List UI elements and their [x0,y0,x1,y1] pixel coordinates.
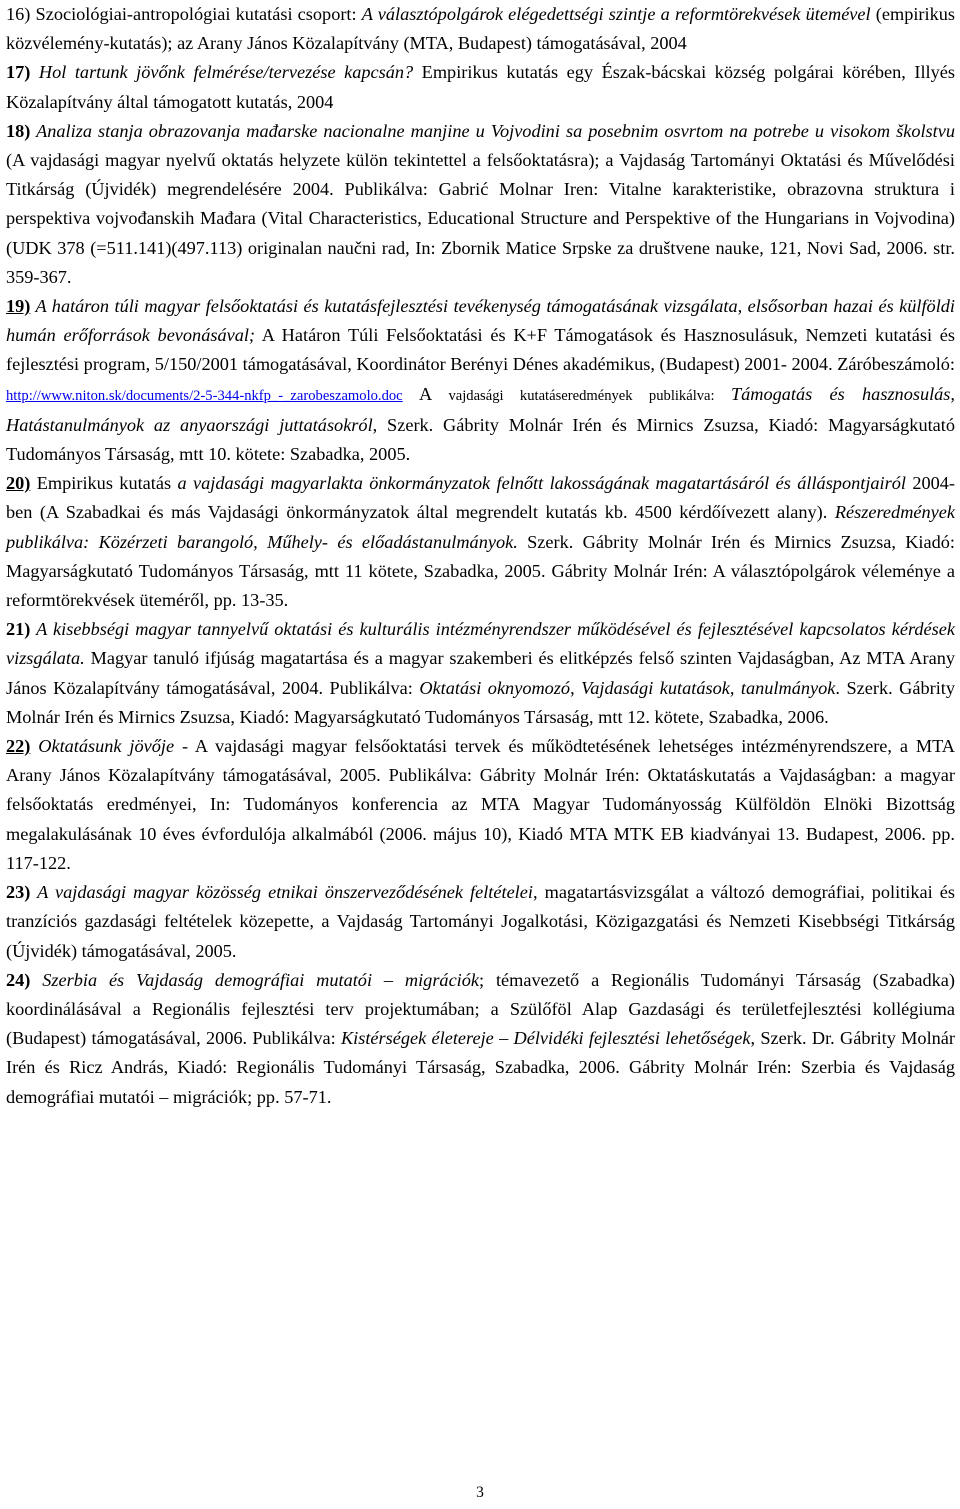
page-number: 3 [476,1484,484,1501]
entry-text: A [402,383,449,404]
entry-title-italic: A kisebbségi magyar tannyelvű oktatási és kulturális intézményrendszer működésével és fejlesztésével kapcsolatos kérdések vizsgálata. [6,619,955,669]
reference-entry [6,966,955,1112]
entry-title-italic: Vajdasági kutatások, tanulmányok [581,677,836,698]
entry-number: 24) [6,969,31,990]
entry-title-italic: A választópolgárok elégedettségi szintje a reformtörekvések ütemével [361,4,871,24]
entry-text: (A vajdasági magyar nyelvű oktatás helyzete külön tekintettel a felsőoktatásra); a Vajdaság Tartományi Oktatási és Művelődési Titkárság (Újvidék) megrendelésére 2004. Publikálva: Gabrić Molnar Iren: Vitalne karakteristike, obrazovna struktura i perspektiva vojvođanskih Mađara (Vital Characteristics, Educational Structure and Perspektive of the Hungarians in Vojvodina) (UDK 378 (=511.141)(497.113) originalan naučni rad, In: Zbornik Matice Srpske za društvene nauke, 121, Novi Sad, 2006. str. 359-367. [6,150,955,287]
reference-entry [6,117,955,292]
entry-text: , [570,677,582,698]
entry-text: Empirikus kutatás [30,473,178,494]
reference-entry [6,0,955,58]
reference-list [6,0,955,1112]
report-link[interactable]: http://www.niton.sk/documents/2-5-344-nkfp_-_zarobeszamolo.doc [6,387,403,404]
entry-text: 2004-ben (A Szabadkai és más Vajdasági önkormányzatok által megrendelt kutatás kb. 4500 kérdőívezett alany). [6,473,955,523]
entry-number: 18) [6,120,31,141]
entry-title-italic: Kistérségek életereje – Délvidéki fejlesztési lehetőségek [340,1028,751,1049]
entry-number: 16) [6,4,31,24]
entry-text: , Szerk. Dr. Gábrity Molnár Irén és Ricz András, Kiadó: Regionális Tudományi Társaság, Szabadka, 2006. Gábrity Molnár Irén: Szerbia és Vajdaság demográfiai mutatói – migrációk; pp. 57-71. [6,1028,955,1107]
entry-text: - A vajdasági magyar felsőoktatási tervek és működtetésének lehetséges intézményrendszere, a MTA Arany János Közalapítvány támogatásával, 2005. Publikálva: Gábrity Molnár Irén: Oktatáskutatás a Vajdaságban: a magyar felsőoktatás eredményei, In: Tudományos konferencia az MTA Magyar Tudományosság Külföldön Elnöki Bizottság megalakulásának 10 éves évfordulója alkalmából (2006. május 10), Kiadó MTA MTK EB kiadványai 13. Budapest, 2006. pp. 117-122. [6,736,956,873]
entry-number: 20) [6,473,31,494]
entry-title-italic: Szerbia és Vajdaság demográfiai mutatói – migrációk [30,969,480,990]
entry-title-italic: Támogatás és hasznosulás, Hatástanulmányok az anyaországi juttatásokról [6,383,955,435]
entry-text: . Szerk. Gábrity Molnár Irén és Mirnics Zsuzsa, Kiadó: Magyarságkutató Tudományos Társaság, mtt 12. kötete, Szabadka, 2006. [6,677,956,727]
entry-title-italic: Részeredmények publikálva: Közérzeti barangoló, Műhely- és előadástanulmányok. [6,502,955,552]
entry-text: (empirikus közvélemény-kutatás); az Arany János Közalapítvány (MTA, Budapest) támogatásával, 2004 [6,4,955,54]
entry-text: , Szerk. Gábrity Molnár Irén és Mirnics Zsuzsa, Kiadó: Magyarságkutató Tudományos Társaság, mtt 10. kötete: Szabadka, 2005. [6,414,955,465]
entry-number: 17) [6,62,31,83]
reference-entry [6,58,955,116]
reference-entry [6,615,955,732]
reference-entry [6,469,955,615]
reference-entry [6,878,955,966]
entry-title-italic: Oktatásunk jövője [30,736,175,757]
reference-entry [6,732,955,878]
entry-title-italic: A határon túli magyar felsőoktatási és kutatásfejlesztési tevékenység támogatásának vizsgálata, elsősorban hazai és külföldi humán erőforrások bevonásával; [6,296,955,346]
entry-title-italic: A vajdasági magyar közösség etnikai önszerveződésének feltételei [30,882,533,903]
entry-title-italic: Hol tartunk jövőnk felmérése/tervezése kapcsán? [30,62,414,83]
entry-title-italic: Oktatási oknyomozó [419,677,571,698]
entry-text: ; témavezető a Regionális Tudományi Társaság (Szabadka) koordinálásával a Regionális fejlesztési terv projektumában; a Szülőföl Alap Gazdasági és területfejlesztési kollégiuma (Budapest) támogatásával, 2006. Publikálva: [6,969,955,1049]
entry-number: 23) [6,882,31,903]
entry-text: A Határon Túli Felsőoktatási és K+F Támogatások és Hasznosulásuk, Nemzeti kutatási és fejlesztési program, 5/150/2001 támogatásával, Koordinátor Berényi Dénes akadémikus, (Budapest) 2001- 2004. Záróbeszámoló: [6,325,956,375]
entry-number: 21) [6,619,31,640]
entry-title-italic: a vajdasági magyarlakta önkormányzatok felnőtt lakosságának magatartásáról és álláspontjairól [177,473,906,494]
entry-title-italic: Analiza stanja obrazovanja mađarske nacionalne manjine u Vojvodini sa posebnim osvrtom na potrebe u visokom školstvu [30,120,955,141]
reference-entry [6,292,955,469]
entry-text: Szerk. Gábrity Molnár Irén és Mirnics Zsuzsa, Kiadó: Magyarságkutató Tudományos Társaság, mtt 11 kötete, Szabadka, 2005. Gábrity Molnár Irén: A választópolgárok véleménye a reformtörekvések üteméről, pp. 13-35. [6,531,955,611]
document-page [6,0,955,1112]
entry-number: 19) [6,296,31,317]
entry-text: Empirikus kutatás egy Észak-bácskai község polgárai körében, Illyés Közalapítvány által támogatott kutatás, 2004 [6,62,955,112]
entry-text: vajdasági kutatáseredmények publikálva: [448,387,731,404]
entry-number: 22) [6,736,31,757]
entry-text: Szociológiai-antropológiai kutatási csoport: [30,4,362,24]
entry-text: , magatartásvizsgálat a változó demográfiai, politikai és tranzíciós gazdasági feltételek közepette, a Vajdaság Tartományi Jogalkotási, Közigazgatási és Nemzeti Kisebbségi Titkárság (Újvidék) támogatásával, 2005. [6,882,955,961]
entry-text: Magyar tanuló ifjúság magatartása és a magyar szakemberi és elitképzés felső szinten Vajdaságban, Az MTA Arany János Közalapítvány támogatásával, 2004. Publikálva: [6,648,955,698]
